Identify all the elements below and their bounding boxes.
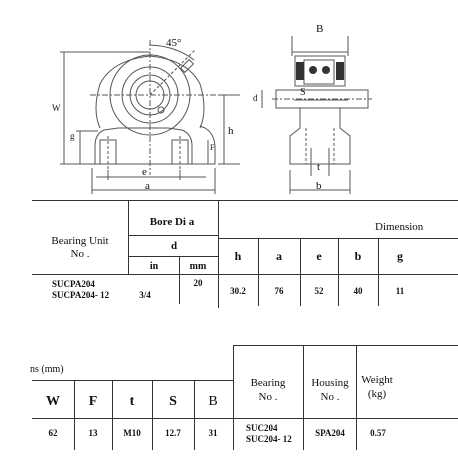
pillow-block-drawing: [0, 0, 458, 198]
dim-label-S: S: [300, 87, 306, 98]
table1-bore-dia-header: Bore Di a: [149, 216, 195, 228]
dim-label-B: B: [316, 23, 324, 35]
table2-W-value: 62: [48, 428, 58, 438]
dim-label-d: d: [253, 93, 258, 103]
table1-in-header: in: [149, 261, 159, 272]
table2-weight-label: Weight: [361, 374, 393, 386]
dim-label-g: g: [70, 131, 75, 141]
table1-in-value: 3/4: [139, 290, 151, 300]
table2-housing-value: SPA204: [315, 428, 345, 438]
dim-label-W: W: [52, 103, 61, 113]
table1-col-g: g: [397, 249, 403, 263]
dim-label-e: e: [142, 166, 147, 178]
table2-col-F: F: [88, 394, 98, 409]
table2-col-W: W: [46, 394, 60, 409]
dim-label-a: a: [145, 180, 150, 192]
table1-g-value: 11: [395, 286, 405, 296]
table2-bearing-label: Bearing: [250, 377, 286, 389]
table1-col-e: e: [316, 249, 322, 263]
table2-col-S: S: [169, 394, 177, 409]
table2-bearing-1: SUC204: [246, 423, 278, 433]
table2-bearing-no: No .: [258, 391, 278, 403]
table2-B-value: 31: [208, 428, 218, 438]
table1-bearing-unit-no: No .: [70, 248, 90, 260]
table2-S-value: 12.7: [165, 428, 181, 438]
table2-t-value: M10: [123, 428, 141, 438]
table2-F-value: 13: [88, 428, 98, 438]
table1-b-value: 40: [353, 286, 363, 296]
table1-dimension-header: Dimension: [375, 221, 424, 233]
table2-col-t: t: [129, 394, 135, 409]
dim-label-t: t: [317, 161, 321, 173]
dim-label-b: b: [316, 180, 322, 192]
table2-weight-unit: (kg): [367, 388, 387, 400]
table1-unit-1: SUCPA204: [52, 279, 95, 289]
table1-d-header: d: [170, 240, 178, 252]
table1-a-value: 76: [274, 286, 284, 296]
table1-h-value: 30.2: [230, 286, 246, 296]
table2-housing-label: Housing: [311, 377, 349, 389]
dim-label-F: F: [210, 143, 215, 152]
table1-e-value: 52: [314, 286, 324, 296]
table1-mm-value: 20: [193, 278, 203, 288]
table1-col-a: a: [276, 249, 282, 263]
table1-unit-2: SUCPA204- 12: [52, 290, 110, 300]
table2-weight-value: 0.57: [370, 428, 386, 438]
table1-mm-header: mm: [189, 261, 207, 272]
table1-bearing-unit-label: Bearing Unit: [51, 235, 109, 247]
table1-col-h: h: [234, 249, 242, 263]
table2-bearing-2: SUC204- 12: [246, 434, 292, 444]
table2-col-B: B: [208, 394, 218, 409]
table2-housing-no: No .: [320, 391, 340, 403]
table2-units-note: ns (mm): [30, 364, 64, 375]
table2-top-border: [233, 345, 458, 346]
table1-top-border: [32, 200, 458, 201]
table1-col-b: b: [354, 249, 362, 263]
dim-label-h: h: [228, 125, 234, 137]
angle-label: 45°: [166, 37, 182, 49]
